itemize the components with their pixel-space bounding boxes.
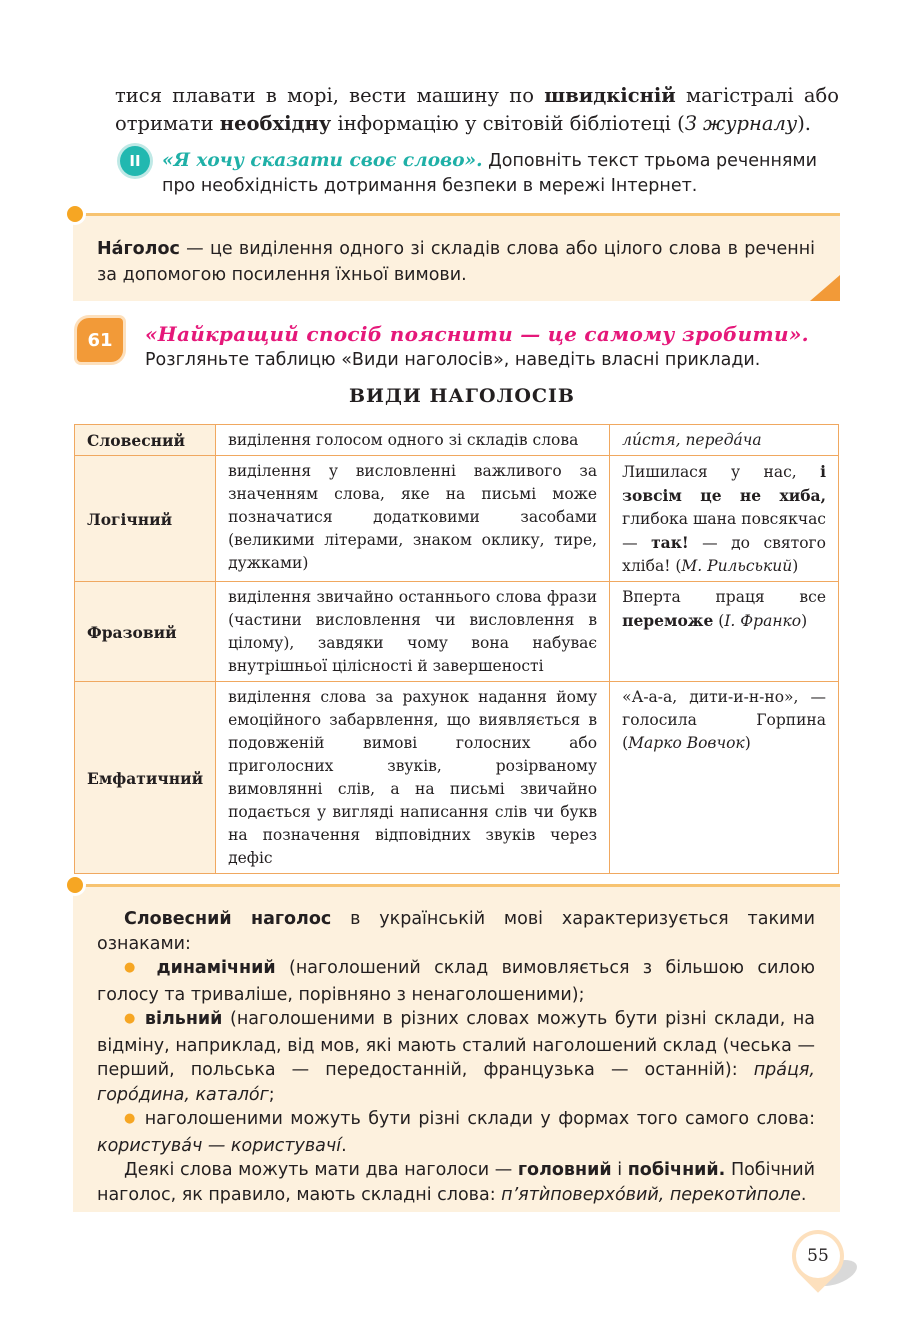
bullet-icon: ● [124, 1111, 138, 1126]
type-name: Логічний [75, 456, 216, 582]
type-example: Вперта праця все переможе (І. Франко) [610, 582, 839, 682]
type-name: Фразовий [75, 582, 216, 682]
bold-word: необхідну [219, 112, 332, 135]
corner-triangle-icon [810, 275, 840, 301]
table-row [75, 425, 839, 456]
rule-dot-icon [67, 877, 83, 893]
rule-bullet: ● вільний (наголошеними в різних словах можуть бути різні склади, на відміну, наприклад, від мов, які мають сталий наголошений склад (чеська — перший, польська — передостанній, французька — останній): пра́ця, горо́дина, катало́г; [97, 1009, 816, 1105]
type-description: виділення слова за рахунок надання йому емоційного забарвлення, що виявляється в подовженій вимові голосних або приголосних звуків, розірваному вимовлянні слів, а на письмі звичайно подається у вигляді написання слів чи букв на позначення відповідних звуків через дефіс [216, 682, 610, 874]
type-name: Словесний [75, 425, 216, 456]
speak-title: «Я хочу сказати своє слово». [162, 150, 483, 171]
type-description: виділення у висловленні важливого за значенням слова, яке на письмі може позначатися додатковими засобами (великими літерами, знаком оклику, тире, дужками) [216, 456, 610, 582]
page-number-marker [790, 1228, 862, 1300]
bullet-icon: ● [124, 960, 144, 975]
speak-badge-icon: II [120, 146, 150, 176]
source: З журналу [684, 112, 798, 135]
type-example: Лишилася у нас, і зовсім це не хиба, глибока шана повсякчас — так! — до святого хліба! (М. Рильський) [610, 456, 839, 582]
speak-text: Доповніть текст трьома реченнями про необхідність дотримання безпеки в мережі Інтернет. [162, 151, 818, 196]
table-row [75, 456, 839, 582]
rule-box-word-stress [73, 884, 840, 1212]
intro-paragraph: тися плавати в морі, вести машину по швидкісній магістралі або отримати необхідну інформацію у світовій бібліотеці (З журналу). [115, 84, 839, 135]
rule-divider [73, 884, 840, 887]
type-description: виділення голосом одного зі складів слова [216, 425, 610, 456]
table-row [75, 582, 839, 682]
rule-paragraph: Словесний наголос в українській мові характеризується такими ознаками: [97, 909, 815, 954]
stress-types-table [74, 424, 839, 874]
bold-word: швидкісній [544, 84, 676, 107]
rule-bullet: ● динамічний (наголошений склад вимовляється з більшою силою голосу та триваліше, порівняно з ненаголошеними); [97, 958, 815, 1005]
type-example: ли́стя, переда́ча [610, 425, 839, 456]
bullet-icon: ● [124, 1011, 138, 1026]
type-name: Емфатичний [75, 682, 216, 874]
page-number: 55 [796, 1234, 840, 1278]
task-title: «Найкращий спосіб пояснити — це самому зробити». [145, 322, 809, 346]
rule-paragraph: Деякі слова можуть мати два наголоси — головний і побічний. Побічний наголос, як правило, мають складні слова: п’ятѝповерхо́вий, перекотѝполе. [97, 1160, 815, 1205]
rule-bullet: ● наголошеними можуть бути різні склади у формах того самого слова: користува́ч — користувачі́. [97, 1109, 816, 1156]
type-example: «А-а-а, дити-и-н-но», — голосила Горпина (Марко Вовчок) [610, 682, 839, 874]
table-title: ВИДИ НАГОЛОСІВ [349, 385, 575, 407]
table-row [75, 682, 839, 874]
rule-box-definition [73, 213, 840, 301]
type-description: виділення звичайно останнього слова фрази (частини висловлення чи висловлення в цілому), завдяки чому вона набуває внутрішньої цілісності й завершеності [216, 582, 610, 682]
rule-dot-icon [67, 206, 83, 222]
task-text: Розгляньте таблицю «Види наголосів», наведіть власні приклади. [145, 350, 761, 370]
rule-divider [73, 213, 840, 216]
rule-term: На́голос [97, 239, 180, 259]
task-number-badge: 61 [77, 318, 123, 362]
rule-definition: — це виділення одного зі складів слова або цілого слова в реченні за допомогою посилення їхньої вимови. [97, 239, 815, 285]
